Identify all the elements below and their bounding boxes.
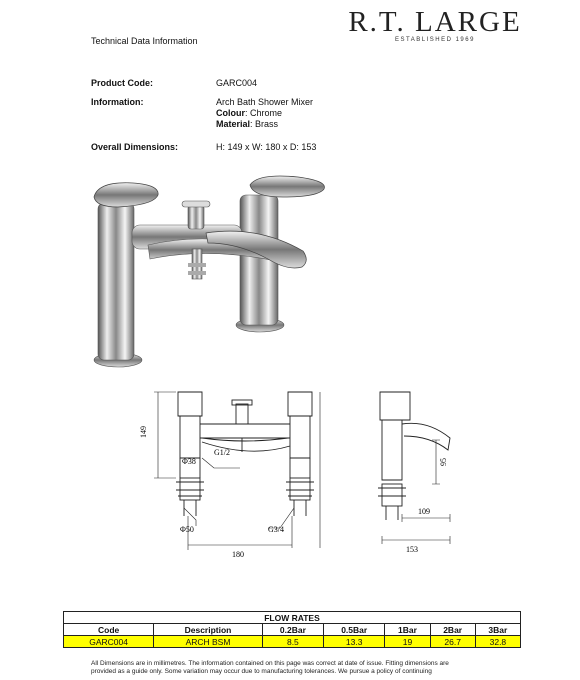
spec-label: Overall Dimensions: (91, 142, 179, 152)
spec-value: GARC004 (216, 78, 258, 88)
dim-spout-height: 95 (439, 458, 448, 466)
column-header: 3Bar (475, 624, 520, 636)
flow-rates-title: FLOW RATES (64, 612, 521, 624)
brand-established: ESTABLISHED 1969 (395, 37, 475, 43)
dim-diameter-50: Φ50 (180, 525, 194, 534)
dim-height: 149 (139, 426, 148, 438)
footer-disclaimer (91, 660, 531, 676)
table-row (64, 636, 521, 648)
table-cell: 8.5 (262, 636, 323, 648)
technical-drawing (140, 380, 460, 565)
dim-spout-reach: 109 (418, 507, 430, 516)
table-cell: 26.7 (430, 636, 475, 648)
brand-logo (340, 6, 530, 43)
brand-name: R.T. LARGE (348, 6, 522, 38)
table-cell: 32.8 (475, 636, 520, 648)
footer-line: provided as a guide only. Some variation may occur due to manufacturing tolerances. We pursue a policy of continuing (91, 668, 432, 675)
column-header: Code (64, 624, 154, 636)
doc-title: Technical Data Information (91, 36, 198, 46)
column-header: 0.2Bar (262, 624, 323, 636)
footer-line: All Dimensions are in millimetres. The information contained on this page was correct at date of issue. Fitting dimensions are (91, 660, 449, 667)
spec-value: Arch Bath Shower Mixer (216, 97, 314, 107)
dim-width: 180 (232, 550, 244, 559)
spec-label: Product Code: (91, 78, 153, 88)
table-header-row (64, 624, 521, 636)
column-header: 1Bar (385, 624, 430, 636)
dim-thread-three-quarter: G3/4 (268, 525, 284, 534)
flow-rates-table (63, 611, 521, 648)
spec-value: H: 149 x W: 180 x D: 153 (216, 142, 317, 152)
spec-colour: Colour: Chrome (216, 108, 283, 118)
table-cell: 13.3 (324, 636, 385, 648)
table-cell: 19 (385, 636, 430, 648)
table-cell: GARC004 (64, 636, 154, 648)
table-cell: ARCH BSM (154, 636, 262, 648)
spec-material: Material: Brass (216, 119, 279, 129)
product-photo (88, 175, 348, 375)
dim-depth: 153 (406, 545, 418, 554)
dim-diameter-38: Φ38 (182, 457, 196, 466)
dim-thread-half: G1/2 (214, 448, 230, 457)
column-header: 0.5Bar (324, 624, 385, 636)
spec-label: Information: (91, 97, 144, 107)
column-header: Description (154, 624, 262, 636)
column-header: 2Bar (430, 624, 475, 636)
